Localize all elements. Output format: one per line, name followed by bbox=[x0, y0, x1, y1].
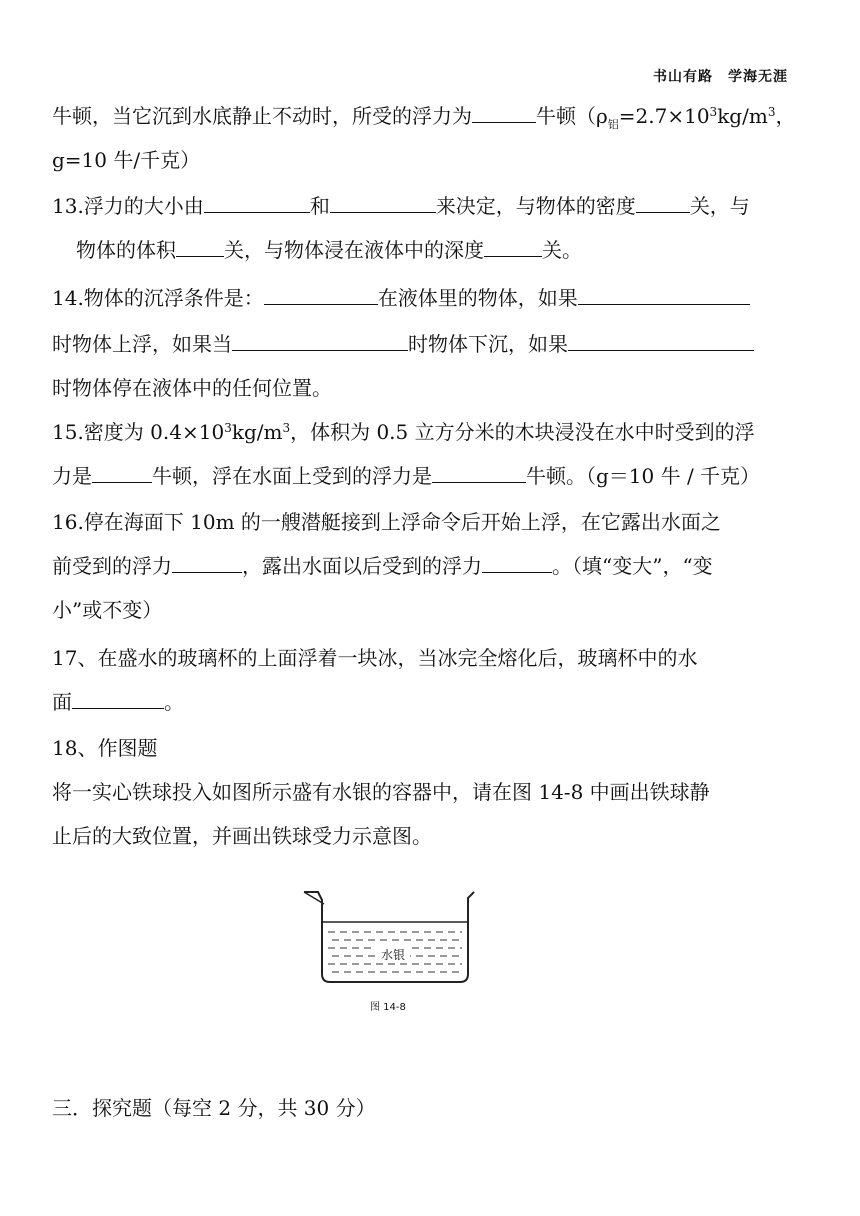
text: ，体积为 0.5 立方分米的木块浸没在水中时受到的浮 bbox=[290, 420, 755, 444]
superscript: 3 bbox=[224, 421, 232, 435]
text: 牛顿（ρ bbox=[536, 104, 608, 128]
answer-blank[interactable] bbox=[204, 192, 310, 213]
question-17-continued bbox=[52, 688, 184, 716]
answer-blank[interactable] bbox=[636, 192, 690, 213]
text: ， bbox=[775, 104, 796, 128]
question-18-text-continued: 止后的大致位置，并画出铁球受力示意图。 bbox=[52, 824, 432, 848]
question-16-continued bbox=[52, 552, 713, 580]
question-13-continued bbox=[76, 236, 582, 264]
text: 关，与物体浸在液体中的深度 bbox=[224, 238, 484, 262]
superscript: 3 bbox=[767, 105, 776, 119]
text: 牛顿。（g＝10 牛 / 千克） bbox=[526, 464, 761, 488]
text: 关。 bbox=[542, 238, 582, 262]
text: 来决定，与物体的密度 bbox=[435, 194, 636, 218]
question-18-text: 将一实心铁球投入如图所示盛有水银的容器中，请在图 14-8 中画出铁球静 bbox=[52, 780, 710, 804]
text: 牛顿，浮在水面上受到的浮力是 bbox=[152, 464, 432, 488]
answer-blank[interactable] bbox=[472, 102, 536, 123]
subscript: 铝 bbox=[607, 118, 619, 131]
question-14-continued bbox=[52, 330, 754, 358]
text: 14.物体的沉浮条件是： bbox=[52, 286, 264, 310]
question-14 bbox=[52, 284, 750, 312]
question-14-end: 时物体停在液体中的任何位置。 bbox=[52, 376, 332, 400]
text: 面 bbox=[52, 690, 72, 714]
text: 在液体里的物体，如果 bbox=[377, 286, 578, 310]
answer-blank[interactable] bbox=[264, 284, 378, 305]
text: 力是 bbox=[52, 464, 92, 488]
answer-blank[interactable] bbox=[172, 552, 242, 573]
text: kg/m bbox=[717, 104, 768, 128]
answer-blank[interactable] bbox=[432, 462, 526, 483]
text: 时物体下沉，如果 bbox=[408, 332, 568, 356]
question-18-title: 18、作图题 bbox=[52, 736, 158, 760]
text: 。（填“变大”，“变 bbox=[552, 554, 713, 578]
answer-blank[interactable] bbox=[176, 236, 224, 257]
answer-blank[interactable] bbox=[330, 192, 436, 213]
text: 前受到的浮力 bbox=[52, 554, 172, 578]
question-16-end: 小”或不变） bbox=[52, 598, 163, 622]
beaker-outline bbox=[304, 892, 474, 982]
superscript: 3 bbox=[282, 421, 291, 435]
answer-blank[interactable] bbox=[578, 284, 750, 305]
page-header-motto: 书山有路 学海无涯 bbox=[653, 69, 788, 85]
answer-blank[interactable] bbox=[568, 330, 754, 351]
question-12-given: g=10 牛/千克） bbox=[52, 148, 201, 172]
figure-caption: 图 14-8 bbox=[370, 1002, 406, 1013]
text: 15.密度为 0.4×10 bbox=[52, 420, 225, 444]
question-13 bbox=[52, 192, 750, 220]
text: 关，与 bbox=[689, 194, 750, 218]
answer-blank[interactable] bbox=[92, 462, 152, 483]
text: 和 bbox=[309, 194, 330, 218]
question-16: 16.停在海面下 10m 的一艘潜艇接到上浮命令后开始上浮，在它露出水面之 bbox=[52, 510, 721, 534]
text: 物体的体积 bbox=[76, 238, 176, 262]
text: 时物体上浮，如果当 bbox=[52, 332, 232, 356]
text: =2.7×10 bbox=[618, 104, 710, 128]
beaker-figure bbox=[300, 882, 480, 992]
question-15 bbox=[52, 418, 755, 446]
text: 牛顿，当它沉到水底静止不动时，所受的浮力为 bbox=[52, 104, 472, 128]
question-17: 17、在盛水的玻璃杯的上面浮着一块冰，当冰完全熔化后，玻璃杯中的水 bbox=[52, 646, 698, 670]
answer-blank[interactable] bbox=[72, 688, 164, 709]
mercury-label: 水银 bbox=[380, 948, 406, 962]
superscript: 3 bbox=[709, 105, 718, 119]
text: 。 bbox=[164, 690, 184, 714]
answer-blank[interactable] bbox=[484, 236, 542, 257]
question-12-continuation bbox=[52, 102, 795, 139]
section-3-title: 三．探究题（每空 2 分，共 30 分） bbox=[52, 1096, 376, 1120]
answer-blank[interactable] bbox=[232, 330, 408, 351]
text: 13.浮力的大小由 bbox=[52, 194, 204, 218]
text: kg/m bbox=[231, 420, 283, 444]
answer-blank[interactable] bbox=[482, 552, 552, 573]
question-15-continued bbox=[52, 462, 760, 490]
text: ，露出水面以后受到的浮力 bbox=[242, 554, 482, 578]
